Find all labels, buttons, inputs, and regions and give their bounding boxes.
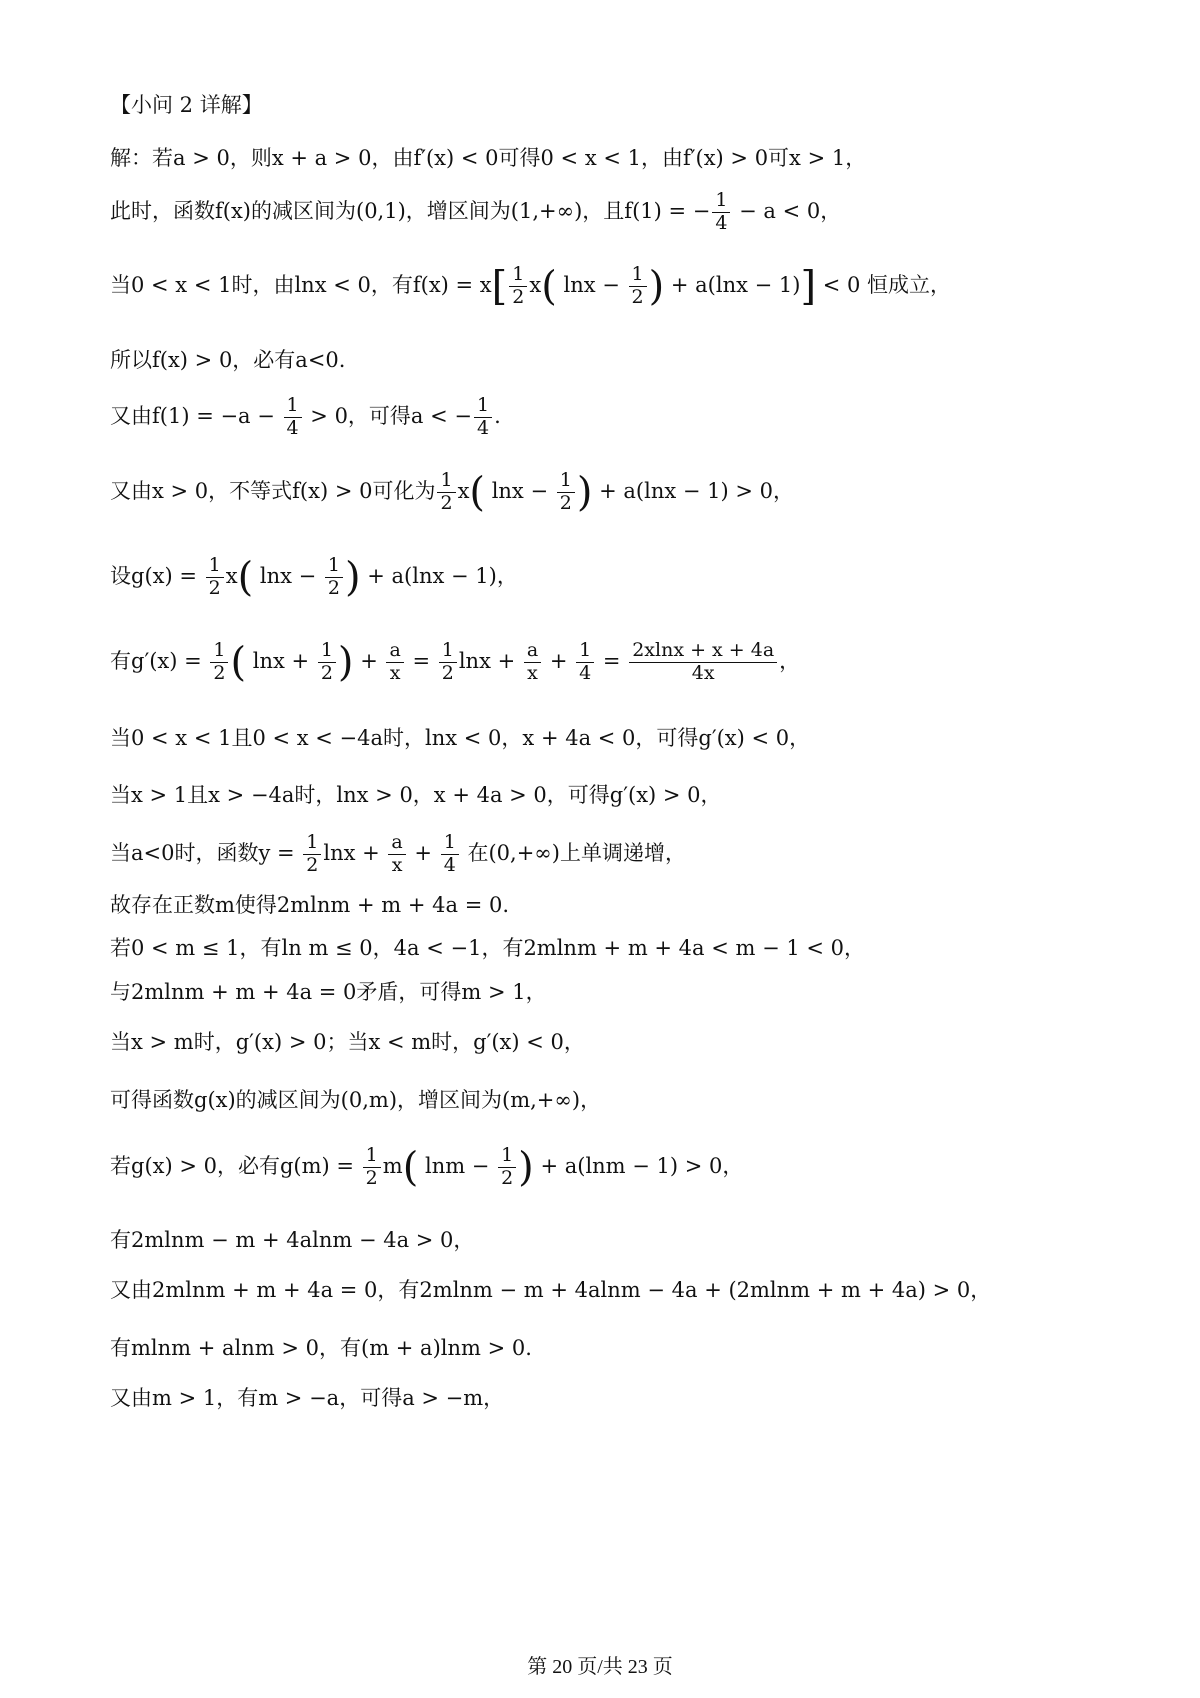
text-line (110, 395, 501, 440)
denominator: 4x (691, 661, 715, 684)
denominator: 4 (443, 853, 456, 876)
text-line (110, 832, 686, 877)
text-line (110, 555, 518, 600)
paren: ( (230, 639, 247, 686)
numerator: 1 (576, 640, 594, 663)
fraction (576, 640, 594, 685)
text-span: lnx + (246, 648, 316, 673)
fraction (509, 264, 527, 309)
fraction (206, 555, 224, 600)
text-line (110, 470, 794, 515)
text-line: 有mlnm + alnm > 0，有(m + a)lnm > 0. (110, 1336, 532, 1360)
numerator: 1 (712, 190, 730, 213)
section-heading: 【小问 2 详解】 (110, 93, 263, 117)
text-line: 可得函数g(x)的减区间为(0,m)，增区间为(m,+∞)， (110, 1088, 602, 1112)
paren: ) (337, 639, 354, 686)
text-line: 又由2mlnm + m + 4a = 0，有2mlnm − m + 4alnm − 4a + (2mlnm + m + 4a) > 0， (110, 1278, 992, 1302)
numerator: 1 (509, 264, 527, 287)
text-span: = (596, 648, 628, 673)
text-span: 有g′(x) = (110, 648, 209, 673)
denominator: 4 (579, 661, 592, 684)
fraction (363, 1145, 381, 1190)
text-line (110, 640, 800, 685)
text-line: 解：若a > 0，则x + a > 0，由f′(x) < 0可得0 < x < 1，由f′(x) > 0可x > 1， (110, 146, 867, 170)
fraction (437, 470, 455, 515)
denominator: 2 (441, 661, 454, 684)
fraction (557, 470, 575, 515)
denominator: 4 (477, 416, 490, 439)
paren: ( (402, 1144, 419, 1191)
fraction (524, 640, 541, 685)
text-line (110, 1145, 743, 1190)
text-line: 若0 < m ≤ 1，有ln m ≤ 0，4a < −1，有2mlnm + m + 4a < m − 1 < 0， (110, 936, 866, 960)
text-line: 故存在正数m使得2mlnm + m + 4a = 0. (110, 893, 510, 917)
text-span: 又由x > 0，不等式f(x) > 0可化为 (110, 478, 436, 503)
text-line: 又由m > 1，有m > −a，可得a > −m， (110, 1386, 505, 1410)
numerator: 1 (474, 395, 492, 418)
text-line: 有2mlnm − m + 4alnm − 4a > 0， (110, 1228, 475, 1252)
fraction (318, 640, 336, 685)
text-span: + a(lnm − 1) > 0， (533, 1153, 744, 1178)
numerator: 1 (439, 640, 457, 663)
fraction (712, 190, 730, 235)
text-span: lnx + (323, 840, 387, 865)
text-span: 又由f(1) = −a − (110, 403, 282, 428)
text-span: 此时，函数f(x)的减区间为(0,1)，增区间为(1,+∞)，且f(1) = − (110, 198, 711, 223)
bracket: ] (800, 263, 817, 310)
paren: ) (576, 469, 593, 516)
text-span: x (529, 272, 542, 297)
denominator: 4 (286, 416, 299, 439)
fraction (210, 640, 228, 685)
text-span: 当0 < x < 1时，由lnx < 0，有f(x) = x (110, 272, 492, 297)
paren: ( (541, 263, 557, 310)
text-span: lnx − (556, 272, 627, 297)
denominator: x (391, 853, 403, 876)
denominator: 2 (327, 576, 340, 599)
numerator: 1 (557, 470, 575, 493)
denominator: x (527, 661, 538, 684)
paren: ) (648, 263, 665, 310)
text-span: < 0 恒成立， (816, 272, 952, 297)
text-span: + (353, 648, 385, 673)
text-span: 若g(x) > 0，必有g(m) = (110, 1153, 361, 1178)
text-span: . (494, 403, 501, 428)
numerator: 1 (206, 555, 224, 578)
numerator: a (388, 832, 405, 855)
fraction (498, 1145, 516, 1190)
text-span: lnm − (418, 1153, 497, 1178)
text-span: lnx − (485, 478, 555, 503)
numerator: 1 (210, 640, 228, 663)
numerator: 1 (498, 1145, 516, 1168)
text-line: 当0 < x < 1且0 < x < −4a时，lnx < 0，x + 4a < 0，可得g′(x) < 0， (110, 726, 811, 750)
text-span: m (382, 1153, 403, 1178)
text-span: lnx + (458, 648, 522, 673)
denominator: 4 (715, 211, 728, 234)
text-span: 在(0,+∞)上单调递增， (460, 840, 686, 865)
text-line: 当x > m时，g′(x) > 0；当x < m时，g′(x) < 0， (110, 1030, 585, 1054)
denominator: 2 (208, 576, 221, 599)
fraction (303, 832, 321, 877)
fraction (386, 640, 403, 685)
fraction (388, 832, 405, 877)
text-line: 所以f(x) > 0，必有a<0. (110, 348, 346, 372)
text-span: > 0，可得a < − (303, 403, 472, 428)
fraction (439, 640, 457, 685)
numerator: 1 (284, 395, 302, 418)
denominator: 2 (631, 285, 644, 308)
text-line (110, 190, 841, 235)
denominator: 2 (306, 853, 319, 876)
text-span: + a(lnx − 1)， (360, 563, 518, 588)
denominator: 2 (501, 1166, 514, 1189)
denominator: x (389, 661, 401, 684)
page-number: 第 20 页/共 23 页 (527, 1656, 673, 1678)
text-line (110, 264, 951, 309)
numerator: 1 (325, 555, 343, 578)
text-span: + (407, 840, 439, 865)
denominator: 2 (512, 285, 525, 308)
numerator: a (524, 640, 541, 663)
text-span: + a(lnx − 1) > 0， (592, 478, 794, 503)
numerator: 1 (441, 832, 459, 855)
text-span: 当a<0时，函数y = (110, 840, 302, 865)
numerator: 2xlnx + x + 4a (629, 640, 777, 663)
paren: ) (344, 554, 361, 601)
text-span: − a < 0， (732, 198, 842, 223)
numerator: 1 (629, 264, 647, 287)
numerator: 1 (363, 1145, 381, 1168)
text-span: ， (779, 648, 801, 673)
text-span: = (405, 648, 437, 673)
text-span: + (543, 648, 575, 673)
denominator: 2 (320, 661, 333, 684)
denominator: 2 (365, 1166, 378, 1189)
denominator: 2 (559, 491, 572, 514)
text-line: 与2mlnm + m + 4a = 0矛盾，可得m > 1， (110, 980, 547, 1004)
numerator: 1 (318, 640, 336, 663)
fraction (325, 555, 343, 600)
text-span: 设g(x) = (110, 563, 204, 588)
denominator: 2 (213, 661, 226, 684)
fraction (284, 395, 302, 440)
paren: ( (469, 469, 486, 516)
fraction (629, 640, 777, 685)
fraction (629, 264, 647, 309)
numerator: 1 (437, 470, 455, 493)
text-span: x (457, 478, 470, 503)
text-span: x (225, 563, 238, 588)
text-line: 当x > 1且x > −4a时，lnx > 0，x + 4a > 0，可得g′(x) > 0， (110, 783, 722, 807)
paren: ) (518, 1144, 534, 1191)
denominator: 2 (440, 491, 453, 514)
fraction (474, 395, 492, 440)
text-span: lnx − (253, 563, 323, 588)
text-span: + a(lnx − 1) (664, 272, 801, 297)
paren: ( (237, 554, 254, 601)
bracket: [ (491, 263, 508, 310)
numerator: 1 (303, 832, 321, 855)
numerator: a (386, 640, 403, 663)
fraction (441, 832, 459, 877)
